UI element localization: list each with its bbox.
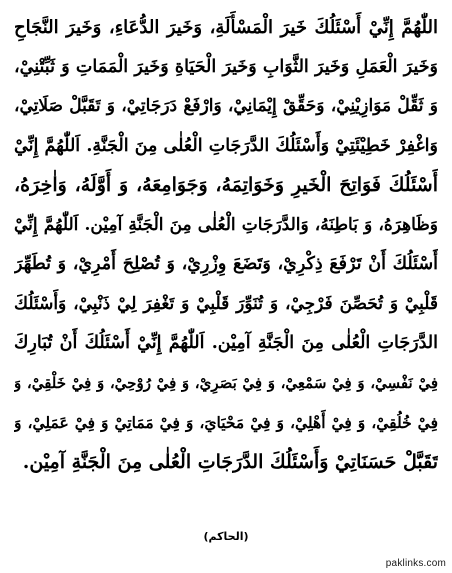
dua-line: وَخَيرَ الْعَمَلِ وَخَيرَ الثَّوَابِ وَخَيرَ الْحَيَاةِ وَخَيرَ الْمَمَاتِ وَ ثَبِّتْنِيْ، (14, 56, 438, 77)
dua-line: وَ ثَقِّلْ مَوَازِيْنِيْ، وَحَقِّقْ إِيْمَانِيْ، وَارْفَعْ دَرَجَاتِيْ، وَ تَقَبَّلْ صَلَاتِيْ، (14, 96, 438, 116)
dua-line: وَاغْفِرْ خَطِيْئَتِيْ وَأَسْئَلُكَ الدَّرَجَاتِ الْعُلٰى مِنَ الْجَنَّةِ. اَللّٰهُمَّ إِنِّيْ (14, 135, 438, 156)
dua-line: تَقَبَّلْ حَسَنَاتِيْ وَأَسْئَلُكَ الدَّرَجَاتِ الْعُلٰى مِنَ الْجَنَّةِ آمِيْن. (22, 450, 438, 473)
source-citation: (الحاكم) (203, 530, 249, 543)
site-watermark: paklinks.com (385, 558, 446, 569)
dua-line: أَسْئَلُكَ أَنْ تَرْفَعَ ذِكْرِيْ، وَتَضَعَ وِزْرِيْ، وَ تُصْلِحَ أَمْرِيْ، وَ تُطَهِّرَ (14, 254, 438, 274)
dua-line: اللّٰهُمَّ إِنِّيْ أَسْئَلُكَ خَيرَ الْمَسْأَلَةِ، وَخَيرَ الدُّعَاءِ، وَخَيرَ النَّجَاحِ (14, 17, 438, 38)
dua-line: قَلْبِيْ وَ تُحَصِّنَ فَرْجِيْ، وَ تُنَوِّرَ قَلْبِيْ وَ تَغْفِرَ لِيْ ذَنْبِيْ، وَأَسْئَلُكَ (14, 293, 438, 314)
dua-line: فِيْ خُلُقِيْ، وَ فِيْ أَهْلِيْ، وَ فِيْ مَحْيَايَ، وَ فِيْ مَمَاتِيْ وَ فِيْ عَمَلِيْ، وَ (14, 413, 438, 432)
dua-line: وَظَاهِرَهُ، وَ بَاطِنَهُ، وَالدَّرَجَاتِ الْعُلٰى مِنَ الْجَنَّةِ آمِيْن. اَللّٰهُمَّ إِنِّيْ (14, 214, 438, 235)
dua-text-block (14, 8, 438, 482)
dua-line: فِيْ نَفْسِيْ، وَ فِيْ سَمْعِيْ، وَ فِيْ بَصَرِيْ، وَ فِيْ رُوْحِيْ، وَ فِيْ خَلْقِيْ، وَ (14, 373, 438, 392)
dua-line: الدَّرَجَاتِ الْعُلٰى مِنَ الْجَنَّةِ آمِيْن. اَللّٰهُمَّ إِنِّيْ أَسْئَلُكَ أَنْ تُبَارِكَ (14, 333, 438, 353)
dua-line: أَسْئَلُكَ فَوَاتِحَ الْخَيرِ وَخَوَاتِمَهُ، وَجَوَامِعَهُ، وَ أَوَّلَهُ، وَاٰخِرَهُ، (14, 174, 438, 196)
